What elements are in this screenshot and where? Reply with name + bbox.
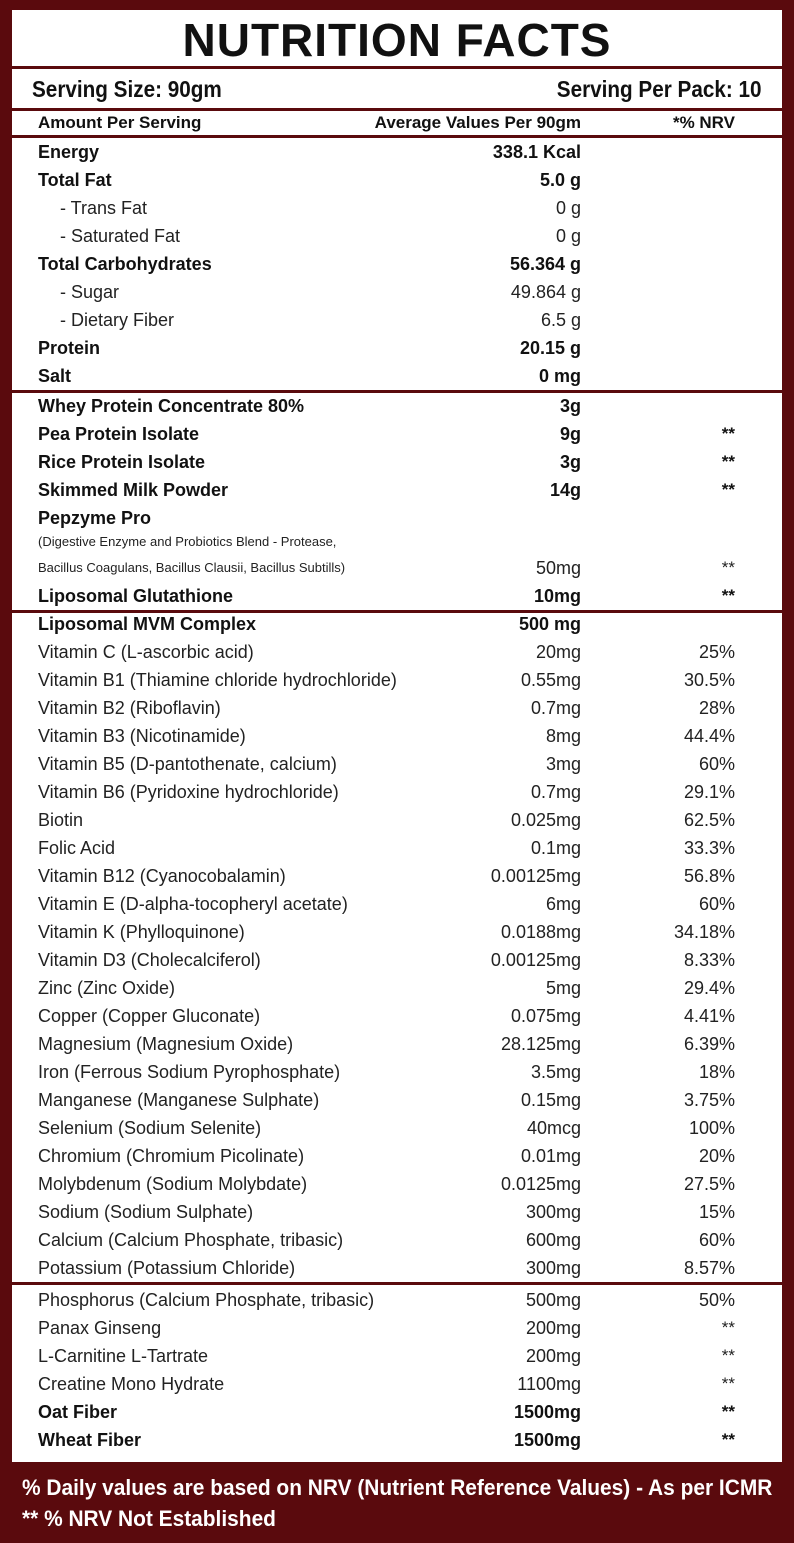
table-row: Energy 338.1 Kcal [38, 142, 581, 162]
table-row: Skimmed Milk Powder 14g ** [38, 480, 735, 500]
servings-per-pack: Serving Per Pack: 10 [557, 76, 762, 102]
table-row: Vitamin B5 (D-pantothenate, calcium) 3mg 60% [38, 754, 735, 774]
table-row: Rice Protein Isolate 3g ** [38, 452, 735, 472]
table-row: - Saturated Fat 0 g [60, 226, 581, 246]
table-row: Vitamin B3 (Nicotinamide) 8mg 44.4% [38, 726, 735, 746]
table-row: Liposomal MVM Complex 500 mg [38, 614, 581, 634]
table-row: Phosphorus (Calcium Phosphate, tribasic) 500mg 50% [38, 1290, 735, 1310]
table-row: Vitamin B2 (Riboflavin) 0.7mg 28% [38, 698, 735, 718]
table-row: Oat Fiber 1500mg ** [38, 1402, 735, 1422]
table-row: Copper (Copper Gluconate) 0.075mg 4.41% [38, 1006, 735, 1026]
table-row: Sodium (Sodium Sulphate) 300mg 15% [38, 1202, 735, 1222]
serving-info [12, 68, 782, 108]
table-row: Bacillus Coagulans, Bacillus Clausii, Bacillus Subtills) 50mg ** [12, 554, 782, 582]
column-header [12, 111, 782, 135]
nutrition-panel [12, 10, 782, 1462]
table-row: Biotin 0.025mg 62.5% [38, 810, 735, 830]
table-row: L-Carnitine L-Tartrate 200mg ** [38, 1346, 735, 1366]
table-row: Total Carbohydrates 56.364 g [38, 254, 581, 274]
table-row: Pepzyme Pro [38, 508, 152, 528]
table-row: Iron (Ferrous Sodium Pyrophosphate) 3.5mg 18% [38, 1062, 735, 1082]
table-row: Salt 0 mg [38, 366, 581, 386]
divider [12, 1282, 782, 1285]
footer-notes [22, 1472, 792, 1534]
page-title: NUTRITION FACTS [182, 14, 612, 66]
table-row: Liposomal Glutathione 10mg ** [38, 586, 735, 606]
table-row: Panax Ginseng 200mg ** [38, 1318, 735, 1338]
table-row: Protein 20.15 g [38, 338, 581, 358]
serving-size: Serving Size: 90gm [32, 76, 222, 102]
table-row: Molybdenum (Sodium Molybdate) 0.0125mg 27.5% [38, 1174, 735, 1194]
table-row: Total Fat 5.0 g [38, 170, 581, 190]
table-row: Zinc (Zinc Oxide) 5mg 29.4% [38, 978, 735, 998]
table-row: Vitamin B1 (Thiamine chloride hydrochloride) 0.55mg 30.5% [38, 670, 735, 690]
table-row: Potassium (Potassium Chloride) 300mg 8.57% [38, 1258, 735, 1278]
table-row: Magnesium (Magnesium Oxide) 28.125mg 6.39% [38, 1034, 735, 1054]
table-row: Vitamin D3 (Cholecalciferol) 0.00125mg 8.33% [38, 950, 735, 970]
table-row: Calcium (Calcium Phosphate, tribasic) 600mg 60% [38, 1230, 735, 1250]
table-row: Vitamin E (D-alpha-tocopheryl acetate) 6mg 60% [38, 894, 735, 914]
table-row: Manganese (Manganese Sulphate) 0.15mg 3.75% [38, 1090, 735, 1110]
table-row: Vitamin B6 (Pyridoxine hydrochloride) 0.7mg 29.1% [38, 782, 735, 802]
table-row: Vitamin K (Phylloquinone) 0.0188mg 34.18% [38, 922, 735, 942]
header-amount: Amount Per Serving [38, 113, 202, 132]
table-row: - Dietary Fiber 6.5 g [60, 310, 581, 330]
header-values: Average Values Per 90gm [374, 113, 581, 132]
pepzyme-note: Bacillus Coagulans, Bacillus Clausii, Bacillus Subtills) [38, 560, 346, 575]
nrv-footnote: % Daily values are based on NRV (Nutrient Reference Values) - As per ICMR [22, 1475, 773, 1500]
pepzyme-note: (Digestive Enzyme and Probiotics Blend - Protease, [38, 534, 337, 549]
table-row: Whey Protein Concentrate 80% 3g [38, 396, 581, 416]
table-row: Selenium (Sodium Selenite) 40mcg 100% [38, 1118, 735, 1138]
nrv-not-established-note: ** % NRV Not Established [22, 1506, 276, 1531]
header-nrv: *% NRV [672, 113, 735, 132]
table-row: Chromium (Chromium Picolinate) 0.01mg 20% [38, 1146, 735, 1166]
table-row: Vitamin B12 (Cyanocobalamin) 0.00125mg 56.8% [38, 866, 735, 886]
table-row: Pea Protein Isolate 9g ** [38, 424, 735, 444]
table-row: Wheat Fiber 1500mg ** [38, 1430, 735, 1450]
table-row: Vitamin C (L-ascorbic acid) 20mg 25% [38, 642, 735, 662]
table-row: Folic Acid 0.1mg 33.3% [38, 838, 735, 858]
table-row: - Sugar 49.864 g [60, 282, 581, 302]
table-row: - Trans Fat 0 g [60, 198, 581, 218]
table-row: Creatine Mono Hydrate 1100mg ** [38, 1374, 735, 1394]
